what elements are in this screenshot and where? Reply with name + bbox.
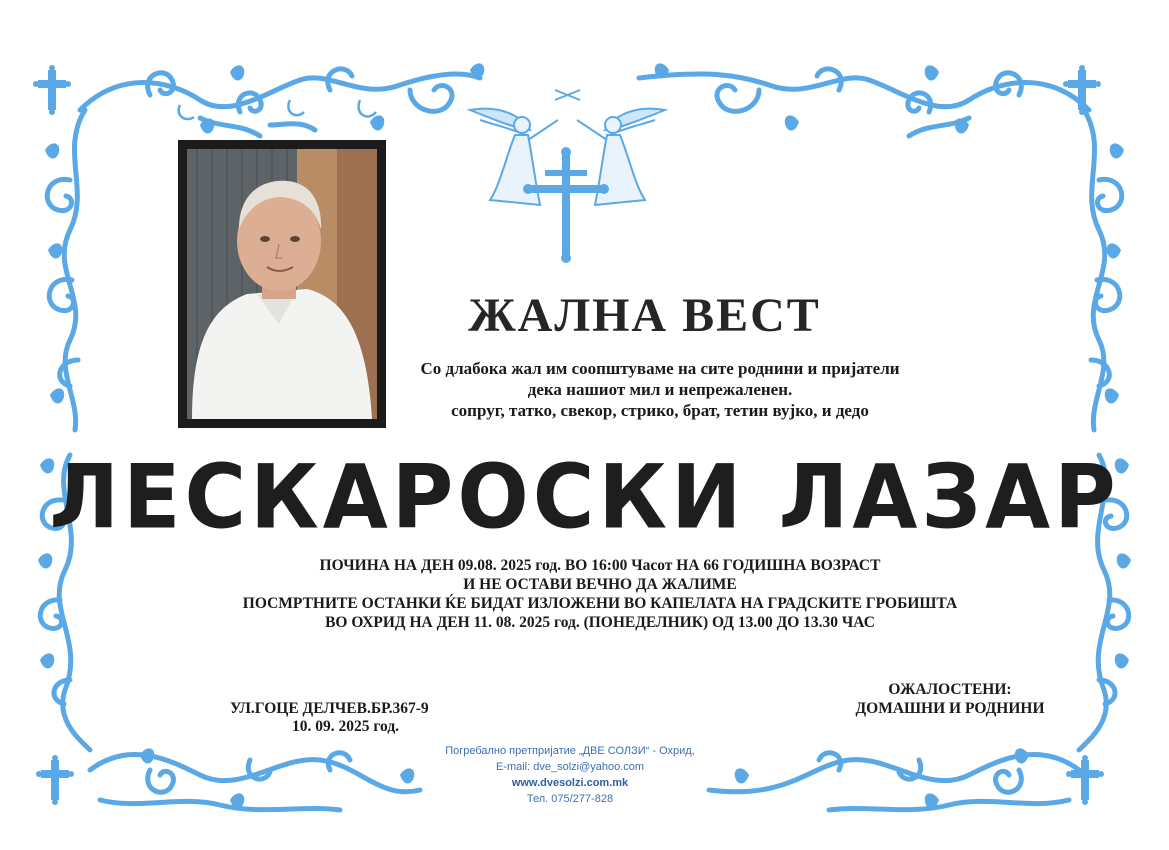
funeral-home-website: www.dvesolzi.com.mk xyxy=(511,777,629,789)
person-portrait-icon xyxy=(187,149,377,419)
address-block xyxy=(230,700,530,736)
portrait-image xyxy=(187,149,377,419)
funeral-home-name: Погребално претпријатие „ДВЕ СОЛЗИ“ - Охрид, xyxy=(445,745,695,757)
intro-text xyxy=(380,358,940,421)
mourners-label: ОЖАЛОСТЕНИ: xyxy=(888,681,1012,698)
details-line: ВО ОХРИД НА ДЕН 11. 08. 2025 год. (ПОНЕДЕЛНИК) ОД 13.00 ДО 13.30 ЧАС xyxy=(325,614,875,631)
corner-cross-icon xyxy=(36,755,74,805)
funeral-details xyxy=(150,556,1050,632)
notice-heading: ЖАЛНА ВЕСТ xyxy=(468,289,821,342)
funeral-home-phone: Тел. 075/277-828 xyxy=(526,793,614,805)
funeral-home-info xyxy=(410,743,730,807)
portrait-photo xyxy=(178,140,386,428)
notice-date: 10. 09. 2025 год. xyxy=(292,718,400,735)
details-line: ПОЧИНА НА ДЕН 09.08. 2025 год. ВО 16:00 Часот НА 66 ГОДИШНА ВОЗРАСТ xyxy=(319,557,881,574)
intro-line: дека нашиот мил и непрежаленен. xyxy=(527,380,793,399)
street-address: УЛ.ГОЦЕ ДЕЛЧЕВ.БР.367-9 xyxy=(230,700,429,717)
deceased-name: ЛЕСКАРОСКИ ЛАЗАР xyxy=(49,445,1120,549)
funeral-home-email: E-mail: dve_solzi@yahoo.com xyxy=(495,761,645,773)
intro-line: Со длабока жал им соопштуваме на сите роднини и пријатели xyxy=(420,359,900,378)
details-line: ПОСМРТНИТЕ ОСТАНКИ ЌЕ БИДАТ ИЗЛОЖЕНИ ВО КАПЕЛАТА НА ГРАДСКИТЕ ГРОБИШТА xyxy=(242,595,958,612)
corner-cross-icon xyxy=(1063,65,1101,115)
mourners-names: ДОМАШНИ И РОДНИНИ xyxy=(855,700,1045,717)
details-line: И НЕ ОСТАВИ ВЕЧНО ДА ЖАЛИМЕ xyxy=(463,576,737,593)
corner-cross-icon xyxy=(33,65,71,115)
mourners-block xyxy=(820,680,1080,718)
intro-line: сопруг, татко, свекор, стрико, брат, тетин вујко, и дедо xyxy=(451,401,869,420)
